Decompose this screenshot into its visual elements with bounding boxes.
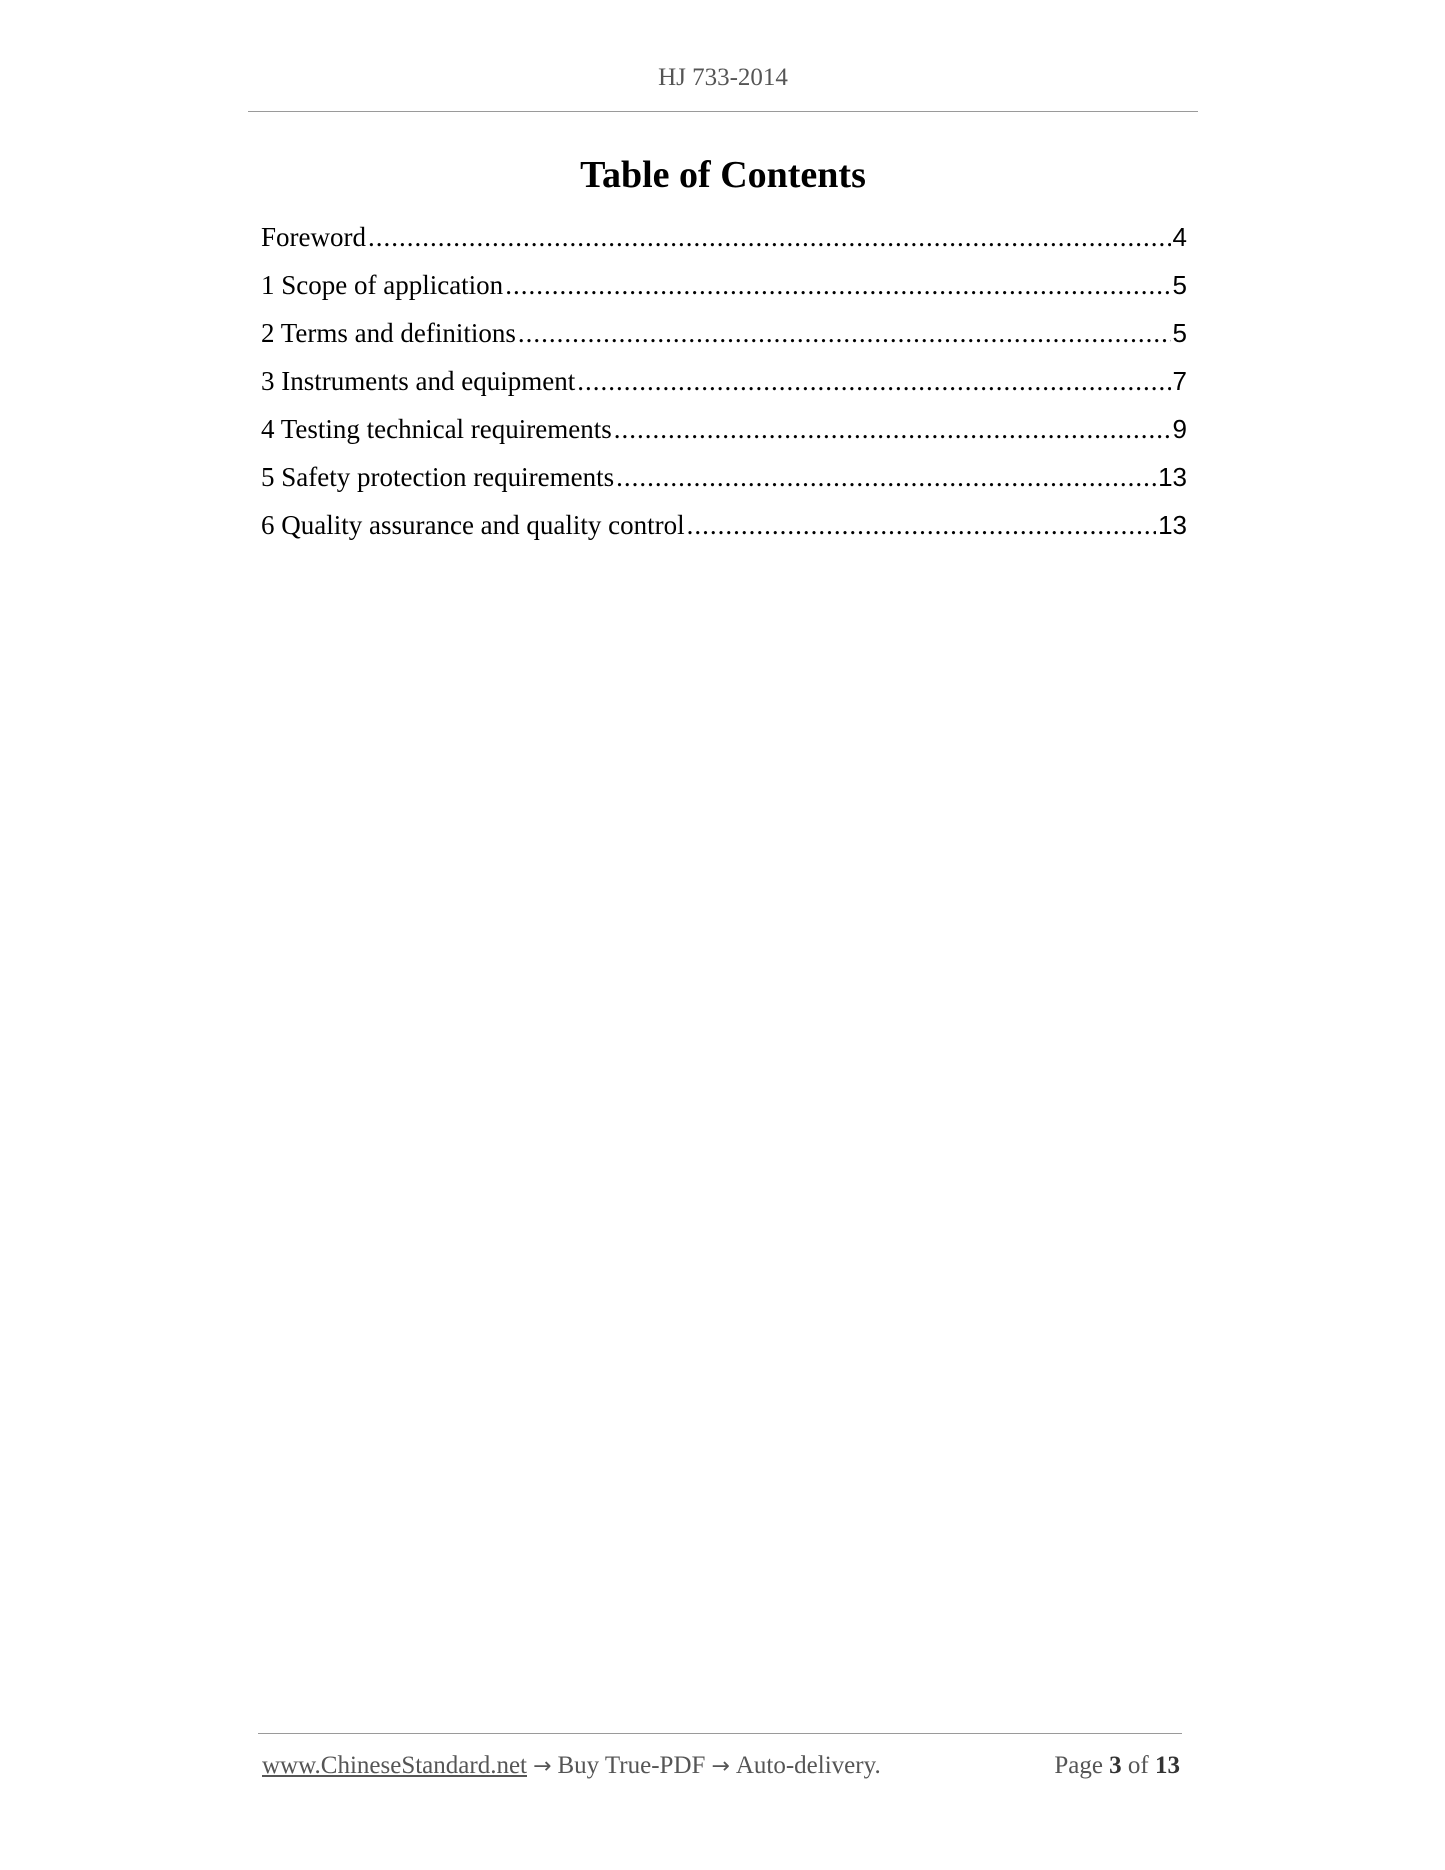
- auto-delivery-text: Auto-delivery.: [735, 1752, 881, 1779]
- toc-entry-label: 1 Scope of application: [261, 270, 504, 300]
- footer-promo: [262, 1752, 881, 1780]
- toc-entry-scope[interactable]: [261, 270, 1187, 318]
- toc-entry-page: 5: [1172, 318, 1187, 348]
- toc-entry-instruments[interactable]: [261, 366, 1187, 414]
- toc-dot-leader: [616, 462, 1156, 493]
- toc-entry-label: 4 Testing technical requirements: [261, 414, 612, 444]
- toc-entry-page: 13: [1158, 462, 1187, 492]
- toc-entry-terms[interactable]: [261, 318, 1187, 366]
- of-word: of: [1127, 1752, 1149, 1779]
- buy-true-pdf-text: Buy True-PDF: [557, 1752, 706, 1779]
- toc-dot-leader: [687, 510, 1156, 541]
- page-number: [1054, 1752, 1180, 1780]
- toc-entry-testing[interactable]: [261, 414, 1187, 462]
- toc-entry-label: 5 Safety protection requirements: [261, 462, 615, 492]
- toc-dot-leader: [577, 366, 1170, 397]
- toc-title: Table of Contents: [580, 154, 866, 196]
- toc-dot-leader: [518, 318, 1171, 349]
- current-page-number: 3: [1109, 1752, 1122, 1779]
- toc-entry-safety[interactable]: [261, 462, 1187, 510]
- arrow-right-icon: →: [711, 1754, 730, 1779]
- toc-entry-page: 13: [1158, 510, 1187, 540]
- toc-entry-page: 9: [1172, 414, 1187, 444]
- footer-divider: [258, 1733, 1182, 1734]
- page-word: Page: [1054, 1752, 1103, 1779]
- toc-dot-leader: [505, 270, 1170, 301]
- toc-dot-leader: [368, 222, 1171, 253]
- header-divider: [248, 111, 1198, 112]
- toc-entry-quality[interactable]: [261, 510, 1187, 558]
- toc-entry-foreword[interactable]: [261, 222, 1187, 270]
- total-pages-number: 13: [1155, 1752, 1180, 1779]
- site-link[interactable]: www.ChineseStandard.net: [262, 1752, 527, 1779]
- arrow-right-icon: →: [533, 1754, 552, 1779]
- toc-dot-leader: [614, 414, 1171, 445]
- toc-entry-page: 4: [1172, 222, 1187, 252]
- toc-list: [261, 222, 1187, 558]
- toc-entry-page: 7: [1172, 366, 1187, 396]
- toc-entry-label: 2 Terms and definitions: [261, 318, 516, 348]
- toc-entry-label: Foreword: [261, 222, 366, 252]
- toc-entry-label: 3 Instruments and equipment: [261, 366, 576, 396]
- toc-entry-label: 6 Quality assurance and quality control: [261, 510, 685, 540]
- header-standard-code: HJ 733-2014: [658, 64, 788, 91]
- page-footer: [262, 1752, 1180, 1788]
- toc-entry-page: 5: [1172, 270, 1187, 300]
